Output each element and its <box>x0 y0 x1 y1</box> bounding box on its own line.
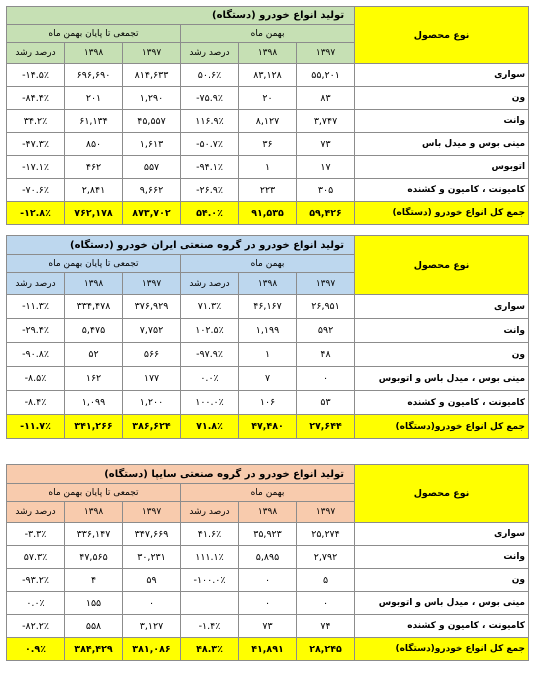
bahman-growth: -۱.۴٪ <box>181 615 239 638</box>
bahman-growth: ۱۱۱.۱٪ <box>181 546 239 569</box>
total-cumulative-1398: ۳۴۱,۲۶۶ <box>65 415 123 439</box>
product-type-header: نوع محصول <box>355 7 529 64</box>
bahman-1397: ۰ <box>297 367 355 391</box>
bahman-1398: ۲۲۳ <box>239 179 297 202</box>
cumulative-1398: ۲,۸۴۱ <box>65 179 123 202</box>
table-row <box>7 343 529 367</box>
cumulative-growth: -۴۷.۳٪ <box>7 133 65 156</box>
table-row <box>7 156 529 179</box>
col-1398-header: ۱۳۹۸ <box>65 502 123 523</box>
cumulative-header: تجمعی تا پایان بهمن ماه <box>7 25 181 43</box>
total-bahman-1397: ۲۷,۶۴۴ <box>297 415 355 439</box>
cumulative-1397: ۳,۱۲۷ <box>123 615 181 638</box>
col-growth-header: درصد رشد <box>7 502 65 523</box>
total-row <box>7 202 529 225</box>
table-row <box>7 295 529 319</box>
col-1398-header: ۱۳۹۸ <box>239 273 297 295</box>
bahman-1398: ۵,۸۹۵ <box>239 546 297 569</box>
total-cumulative-growth: -۱۲.۸٪ <box>7 202 65 225</box>
bahman-1397: ۱۷ <box>297 156 355 179</box>
bahman-1397: ۲,۷۹۲ <box>297 546 355 569</box>
cumulative-1397: ۵۵۷ <box>123 156 181 179</box>
cumulative-1398: ۴ <box>65 569 123 592</box>
col-1397-header: ۱۳۹۷ <box>297 273 355 295</box>
bahman-1398: ۷ <box>239 367 297 391</box>
cumulative-1397: ۳۴۷,۶۶۹ <box>123 523 181 546</box>
bahman-1397: ۵۵,۲۰۱ <box>297 64 355 87</box>
total-label: جمع کل انواع خودرو(دستگاه) <box>355 638 529 661</box>
bahman-1397: ۷۴ <box>297 615 355 638</box>
bahman-1398: ۲۰ <box>239 87 297 110</box>
total-bahman-1397: ۲۸,۲۴۵ <box>297 638 355 661</box>
cumulative-1397: ۹,۶۶۲ <box>123 179 181 202</box>
total-cumulative-1398: ۳۸۴,۴۲۹ <box>65 638 123 661</box>
cumulative-1397: ۱,۶۱۳ <box>123 133 181 156</box>
cumulative-1397: ۵۶۶ <box>123 343 181 367</box>
cumulative-header: تجمعی تا پایان بهمن ماه <box>7 255 181 273</box>
col-1397-header: ۱۳۹۷ <box>297 43 355 64</box>
col-1398-header: ۱۳۹۸ <box>65 273 123 295</box>
table-row <box>7 179 529 202</box>
total-label: جمع کل انواع خودرو (دستگاه) <box>355 202 529 225</box>
cumulative-growth: ۰.۰٪ <box>7 592 65 615</box>
bahman-header: بهمن ماه <box>181 484 355 502</box>
cumulative-growth: -۱۴.۵٪ <box>7 64 65 87</box>
total-bahman-1398: ۹۱,۵۳۵ <box>239 202 297 225</box>
bahman-growth: ۱۰۲.۵٪ <box>181 319 239 343</box>
bahman-1397: ۰ <box>297 592 355 615</box>
total-cumulative-1398: ۷۶۲,۱۷۸ <box>65 202 123 225</box>
car-production-table <box>6 6 529 225</box>
cumulative-1398: ۵,۴۷۵ <box>65 319 123 343</box>
cumulative-1397: ۱,۲۰۰ <box>123 391 181 415</box>
bahman-growth: -۵۰.۷٪ <box>181 133 239 156</box>
saipa-production-table <box>6 464 529 661</box>
cumulative-1398: ۱۵۵ <box>65 592 123 615</box>
bahman-1397: ۵ <box>297 569 355 592</box>
total-bahman-growth: ۵۴.۰٪ <box>181 202 239 225</box>
table-row <box>7 64 529 87</box>
bahman-growth: -۹۴.۱٪ <box>181 156 239 179</box>
cumulative-1397: ۴۵,۵۵۷ <box>123 110 181 133</box>
cumulative-growth: -۱۱.۳٪ <box>7 295 65 319</box>
cumulative-1398: ۳۳۶,۱۴۷ <box>65 523 123 546</box>
bahman-growth <box>181 592 239 615</box>
cumulative-1397: ۷,۷۵۲ <box>123 319 181 343</box>
cumulative-1397: ۳۷۶,۹۲۹ <box>123 295 181 319</box>
iran-khodro-production-table <box>6 235 529 439</box>
cumulative-1398: ۶۱,۱۳۴ <box>65 110 123 133</box>
bahman-growth: ۰.۰٪ <box>181 367 239 391</box>
table-row <box>7 87 529 110</box>
bahman-growth: -۱۰۰.۰٪ <box>181 569 239 592</box>
cumulative-growth: -۱۷.۱٪ <box>7 156 65 179</box>
cumulative-1397: ۰ <box>123 592 181 615</box>
product-name: وانت <box>355 110 529 133</box>
col-growth-header: درصد رشد <box>7 273 65 295</box>
total-cumulative-growth: ۰.۹٪ <box>7 638 65 661</box>
bahman-1397: ۸۳ <box>297 87 355 110</box>
cumulative-growth: -۸۴.۴٪ <box>7 87 65 110</box>
bahman-1398: ۰ <box>239 592 297 615</box>
cumulative-1398: ۴۷,۵۶۵ <box>65 546 123 569</box>
bahman-header: بهمن ماه <box>181 255 355 273</box>
bahman-growth: ۴۱.۶٪ <box>181 523 239 546</box>
total-row <box>7 638 529 661</box>
table-row <box>7 592 529 615</box>
col-growth-header: درصد رشد <box>181 502 239 523</box>
bahman-growth: -۲۶.۹٪ <box>181 179 239 202</box>
total-bahman-1398: ۴۷,۴۸۰ <box>239 415 297 439</box>
bahman-1398: ۱۰۶ <box>239 391 297 415</box>
table-row <box>7 133 529 156</box>
product-name: مینی بوس ، میدل باس و اتوبوس <box>355 592 529 615</box>
cumulative-growth: -۸.۴٪ <box>7 391 65 415</box>
cumulative-1398: ۳۳۴,۴۷۸ <box>65 295 123 319</box>
table-row <box>7 319 529 343</box>
total-cumulative-1397: ۳۸۱,۰۸۶ <box>123 638 181 661</box>
total-bahman-1397: ۵۹,۴۲۶ <box>297 202 355 225</box>
bahman-1398: ۳۶ <box>239 133 297 156</box>
product-name: کامیونت ، کامیون و کشنده <box>355 179 529 202</box>
bahman-1397: ۷۳ <box>297 133 355 156</box>
col-1397-header: ۱۳۹۷ <box>297 502 355 523</box>
cumulative-growth: -۳.۳٪ <box>7 523 65 546</box>
cumulative-1398: ۵۲ <box>65 343 123 367</box>
cumulative-growth: ۳۴.۲٪ <box>7 110 65 133</box>
cumulative-1397: ۱,۲۹۰ <box>123 87 181 110</box>
product-name: ون <box>355 343 529 367</box>
product-name: کامیونت ، کامیون و کشنده <box>355 391 529 415</box>
cumulative-1398: ۶۹۶,۶۹۰ <box>65 64 123 87</box>
table-row <box>7 569 529 592</box>
table-row <box>7 546 529 569</box>
cumulative-growth: -۸۲.۲٪ <box>7 615 65 638</box>
total-row <box>7 415 529 439</box>
col-growth-header: درصد رشد <box>7 43 65 64</box>
bahman-1398: ۱ <box>239 343 297 367</box>
cumulative-growth: -۷۰.۶٪ <box>7 179 65 202</box>
cumulative-1397: ۵۹ <box>123 569 181 592</box>
bahman-growth: -۹۷.۹٪ <box>181 343 239 367</box>
cumulative-1398: ۴۶۲ <box>65 156 123 179</box>
bahman-growth: ۷۱.۳٪ <box>181 295 239 319</box>
col-1398-header: ۱۳۹۸ <box>239 43 297 64</box>
bahman-1398: ۱,۱۹۹ <box>239 319 297 343</box>
table-row <box>7 391 529 415</box>
bahman-growth: ۱۰۰.۰٪ <box>181 391 239 415</box>
cumulative-header: تجمعی تا پایان بهمن ماه <box>7 484 181 502</box>
product-name: وانت <box>355 546 529 569</box>
total-bahman-growth: ۴۸.۳٪ <box>181 638 239 661</box>
bahman-growth: ۱۱۶.۹٪ <box>181 110 239 133</box>
col-1397-header: ۱۳۹۷ <box>123 502 181 523</box>
product-name: کامیونت ، کامیون و کشنده <box>355 615 529 638</box>
cumulative-1397: ۸۱۴,۶۳۳ <box>123 64 181 87</box>
total-label: جمع کل انواع خودرو(دستگاه) <box>355 415 529 439</box>
product-name: سواری <box>355 523 529 546</box>
cumulative-growth: -۹۰.۸٪ <box>7 343 65 367</box>
bahman-1397: ۴۸ <box>297 343 355 367</box>
total-cumulative-growth: -۱۱.۷٪ <box>7 415 65 439</box>
col-growth-header: درصد رشد <box>181 273 239 295</box>
bahman-1398: ۰ <box>239 569 297 592</box>
cumulative-growth: -۸.۵٪ <box>7 367 65 391</box>
cumulative-1398: ۱۶۲ <box>65 367 123 391</box>
cumulative-1398: ۲۰۱ <box>65 87 123 110</box>
bahman-1398: ۸۳,۱۲۸ <box>239 64 297 87</box>
cumulative-growth: -۹۳.۲٪ <box>7 569 65 592</box>
table-title: تولید انواع خودرو در گروه صنعتی سایپا (دستگاه) <box>7 465 355 484</box>
cumulative-1397: ۳۰,۲۳۱ <box>123 546 181 569</box>
cumulative-growth: -۲۹.۴٪ <box>7 319 65 343</box>
bahman-header: بهمن ماه <box>181 25 355 43</box>
col-1398-header: ۱۳۹۸ <box>239 502 297 523</box>
col-1397-header: ۱۳۹۷ <box>123 43 181 64</box>
table-title: تولید انواع خودرو (دستگاه) <box>7 7 355 25</box>
cumulative-1398: ۵۵۸ <box>65 615 123 638</box>
product-name: سواری <box>355 295 529 319</box>
bahman-1398: ۸,۱۲۷ <box>239 110 297 133</box>
table-row <box>7 367 529 391</box>
col-1398-header: ۱۳۹۸ <box>65 43 123 64</box>
cumulative-growth: ۵۷.۳٪ <box>7 546 65 569</box>
product-name: ون <box>355 87 529 110</box>
product-type-header: نوع محصول <box>355 236 529 295</box>
bahman-1398: ۷۳ <box>239 615 297 638</box>
total-cumulative-1397: ۸۷۳,۷۰۲ <box>123 202 181 225</box>
total-bahman-1398: ۴۱,۸۹۱ <box>239 638 297 661</box>
table-row <box>7 615 529 638</box>
bahman-1397: ۳۰۵ <box>297 179 355 202</box>
bahman-growth: ۵۰.۶٪ <box>181 64 239 87</box>
product-name: اتوبوس <box>355 156 529 179</box>
product-name: مینی بوس ، میدل باس و اتوبوس <box>355 367 529 391</box>
bahman-1397: ۳,۷۴۷ <box>297 110 355 133</box>
bahman-1397: ۵۹۲ <box>297 319 355 343</box>
bahman-1398: ۱ <box>239 156 297 179</box>
bahman-1397: ۲۶,۹۵۱ <box>297 295 355 319</box>
bahman-1397: ۵۳ <box>297 391 355 415</box>
table-row <box>7 110 529 133</box>
total-bahman-growth: ۷۱.۸٪ <box>181 415 239 439</box>
bahman-1398: ۴۶,۱۶۷ <box>239 295 297 319</box>
product-name: وانت <box>355 319 529 343</box>
col-growth-header: درصد رشد <box>181 43 239 64</box>
bahman-1398: ۳۵,۹۲۳ <box>239 523 297 546</box>
product-name: سواری <box>355 64 529 87</box>
col-1397-header: ۱۳۹۷ <box>123 273 181 295</box>
product-name: مینی بوس و میدل باس <box>355 133 529 156</box>
cumulative-1397: ۱۷۷ <box>123 367 181 391</box>
bahman-growth: -۷۵.۹٪ <box>181 87 239 110</box>
total-cumulative-1397: ۳۸۶,۶۲۴ <box>123 415 181 439</box>
cumulative-1398: ۸۵۰ <box>65 133 123 156</box>
table-row <box>7 523 529 546</box>
product-type-header: نوع محصول <box>355 465 529 523</box>
table-title: تولید انواع خودرو در گروه صنعتی ایران خودرو (دستگاه) <box>7 236 355 255</box>
cumulative-1398: ۱,۰۹۹ <box>65 391 123 415</box>
bahman-1397: ۲۵,۲۷۴ <box>297 523 355 546</box>
product-name: ون <box>355 569 529 592</box>
